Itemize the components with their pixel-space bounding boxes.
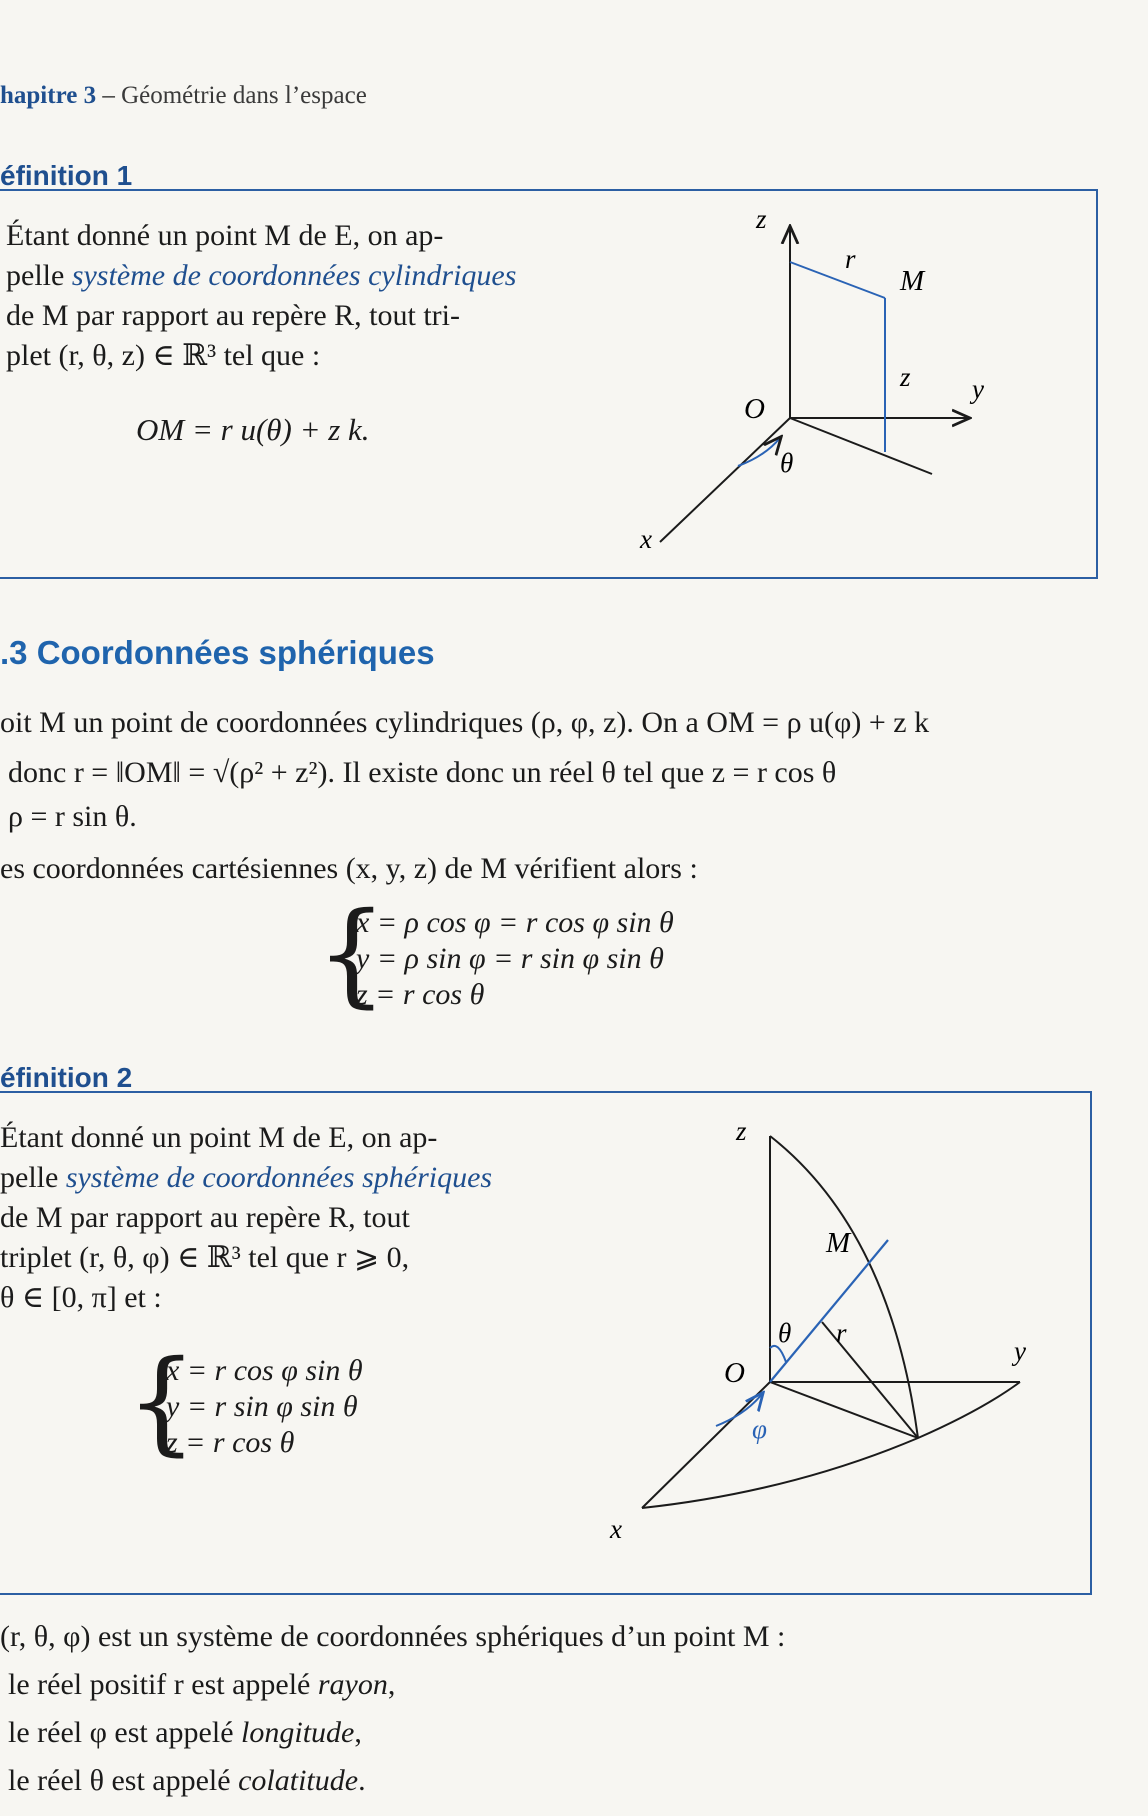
system-1-line-x: x = ρ cos φ = r cos φ sin θ bbox=[356, 906, 674, 939]
label-O: O bbox=[744, 393, 765, 425]
label-y: y bbox=[972, 374, 984, 404]
label-z: z bbox=[736, 1116, 747, 1146]
definition-2-text bbox=[0, 1118, 550, 1318]
def1-line-1: Étant donné un point M de E, on ap- bbox=[6, 219, 444, 252]
label-M: M bbox=[900, 265, 925, 297]
label-M: M bbox=[826, 1227, 851, 1259]
label-phi: φ bbox=[752, 1414, 767, 1444]
definition-2-title: éfinition 2 bbox=[0, 1062, 133, 1093]
system-2 bbox=[166, 1353, 363, 1461]
system-2-brace: { bbox=[126, 1337, 198, 1467]
def1-line-4: plet (r, θ, z) ∈ ℝ³ tel que : bbox=[6, 339, 321, 372]
term-cylindrical: système de coordonnées cylindriques bbox=[71, 259, 517, 292]
def2-line-1: Étant donné un point M de E, on ap- bbox=[0, 1121, 438, 1154]
label-theta: θ bbox=[778, 1318, 792, 1348]
term-rayon: rayon bbox=[317, 1668, 388, 1701]
system-1-line-z: z = r cos θ bbox=[356, 978, 485, 1011]
x-axis bbox=[660, 418, 790, 542]
system-2-line-x: x = r cos φ sin θ bbox=[166, 1354, 363, 1387]
label-x: x bbox=[640, 524, 652, 554]
chapter-number: hapitre 3 bbox=[0, 82, 97, 109]
definition-1-formula: OM = r u(θ) + z k. bbox=[136, 412, 370, 447]
system-2-line-y: y = r sin φ sin θ bbox=[166, 1390, 358, 1423]
closing-intro: (r, θ, φ) est un système de coordonnées sphériques d’un point M : bbox=[0, 1620, 786, 1653]
definition-1-text bbox=[6, 216, 566, 376]
label-x: x bbox=[610, 1514, 622, 1544]
def2-line-2: pelle système de coordonnées sphériques bbox=[0, 1161, 493, 1194]
meridian-arc bbox=[770, 1136, 918, 1438]
def2-line-3: de M par rapport au repère R, tout bbox=[0, 1201, 410, 1234]
paragraph-line-4: es coordonnées cartésiennes (x, y, z) de M vérifient alors : bbox=[0, 852, 698, 885]
radius-OM bbox=[770, 1240, 888, 1382]
label-z-height: z bbox=[900, 362, 911, 392]
spherical-diagram bbox=[600, 1110, 1070, 1550]
system-1-brace: { bbox=[316, 889, 388, 1019]
system-1 bbox=[356, 905, 674, 1013]
def1-line-2: pelle système de coordonnées cylindriques bbox=[6, 259, 517, 292]
radius-segment bbox=[790, 262, 885, 298]
equator-arc bbox=[642, 1382, 1020, 1508]
paragraph-line-1: oit M un point de coordonnées cylindriques (ρ, φ, z). On a OM = ρ u(φ) + z k bbox=[0, 706, 930, 739]
theta-arc bbox=[770, 1346, 786, 1362]
term-colatitude: colatitude bbox=[238, 1764, 359, 1797]
def2-line-5: θ ∈ [0, π] et : bbox=[0, 1281, 162, 1314]
definition-1-title: éfinition 1 bbox=[0, 160, 133, 191]
label-y: y bbox=[1014, 1336, 1026, 1366]
def1-line-3: de M par rapport au repère R, tout tri- bbox=[6, 299, 460, 332]
cylindrical-diagram bbox=[620, 200, 1080, 570]
label-theta: θ bbox=[780, 448, 794, 478]
spherical-diagram-svg bbox=[600, 1110, 1070, 1550]
closing-item-longitude: le réel φ est appelé longitude, bbox=[8, 1716, 362, 1749]
closing-item-rayon: le réel positif r est appelé rayon, bbox=[8, 1668, 396, 1701]
x-axis bbox=[642, 1382, 770, 1508]
paragraph-line-3: ρ = r sin θ. bbox=[8, 800, 137, 833]
running-header bbox=[0, 82, 367, 110]
system-1-line-y: y = ρ sin φ = r sin φ sin θ bbox=[356, 942, 664, 975]
cylindrical-diagram-svg bbox=[620, 200, 1080, 570]
label-O: O bbox=[724, 1357, 745, 1389]
system-2-line-z: z = r cos θ bbox=[166, 1426, 295, 1459]
term-longitude: longitude bbox=[241, 1716, 355, 1749]
section-title: .3 Coordonnées sphériques bbox=[0, 634, 435, 671]
def2-line-4: triplet (r, θ, φ) ∈ ℝ³ tel que r ⩾ 0, bbox=[0, 1241, 410, 1274]
chapter-topic: Géométrie dans l’espace bbox=[121, 82, 367, 109]
label-z: z bbox=[756, 204, 767, 234]
paragraph-line-2: donc r = ‖OM‖ = √(ρ² + z²). Il existe donc un réel θ tel que z = r cos θ bbox=[8, 756, 837, 789]
projection-line bbox=[790, 418, 932, 474]
label-r: r bbox=[845, 244, 856, 274]
term-spherical: système de coordonnées sphériques bbox=[65, 1161, 493, 1194]
header-separator: – bbox=[96, 82, 122, 109]
label-r: r bbox=[836, 1318, 847, 1348]
closing-item-colatitude: le réel θ est appelé colatitude. bbox=[8, 1764, 366, 1797]
